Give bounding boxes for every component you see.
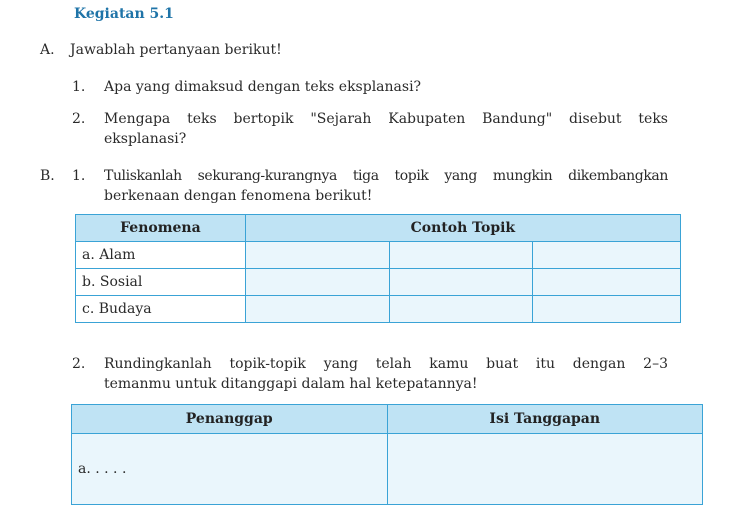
table-row [76, 296, 681, 323]
section-a-intro: Jawablah pertanyaan berikut! [70, 42, 282, 58]
topic-cell[interactable] [389, 269, 533, 296]
table-header-row [72, 405, 703, 434]
column-header-penanggap: Penanggap [72, 405, 388, 434]
column-header-fenomena: Fenomena [76, 215, 246, 242]
response-cell[interactable] [387, 434, 703, 505]
topic-cell[interactable] [245, 269, 389, 296]
column-header-contoh-topik: Contoh Topik [245, 215, 680, 242]
table-row [76, 242, 681, 269]
topic-cell[interactable] [533, 296, 681, 323]
topic-cell[interactable] [389, 242, 533, 269]
question-b1-number: 1. [72, 168, 86, 184]
table-header-row [76, 215, 681, 242]
question-b2-number: 2. [72, 356, 86, 372]
topic-cell[interactable] [533, 269, 681, 296]
question-a2-line2: eksplanasi? [104, 131, 187, 147]
column-header-isi-tanggapan: Isi Tanggapan [387, 405, 703, 434]
question-a2-line1: Mengapa teks bertopik "Sejarah Kabupaten Bandung" disebut teks [104, 111, 668, 127]
question-a2-number: 2. [72, 111, 86, 127]
respondent-cell[interactable]: a. . . . . [72, 434, 388, 505]
row-label-alam: a. Alam [76, 242, 246, 269]
question-a1-text: Apa yang dimaksud dengan teks eksplanasi? [104, 79, 422, 95]
row-label-sosial: b. Sosial [76, 269, 246, 296]
table-row [72, 434, 703, 505]
section-b-letter: B. [40, 168, 55, 184]
section-a-letter: A. [40, 42, 55, 58]
topic-cell[interactable] [245, 296, 389, 323]
question-b1-line1: Tuliskanlah sekurang-kurangnya tiga topik yang mungkin dikembangkan [104, 168, 668, 184]
topic-cell[interactable] [389, 296, 533, 323]
topic-cell[interactable] [245, 242, 389, 269]
activity-heading: Kegiatan 5.1 [74, 6, 174, 22]
topic-cell[interactable] [533, 242, 681, 269]
question-b2-line2: temanmu untuk ditanggapi dalam hal ketepatannya! [104, 376, 478, 392]
table-row [76, 269, 681, 296]
question-b2-line1: Rundingkanlah topik-topik yang telah kamu buat itu dengan 2–3 [104, 356, 668, 372]
question-b1-line2: berkenaan dengan fenomena berikut! [104, 188, 373, 204]
phenomena-table [75, 214, 681, 323]
row-label-budaya: c. Budaya [76, 296, 246, 323]
response-table [71, 404, 703, 505]
question-a1-number: 1. [72, 79, 86, 95]
